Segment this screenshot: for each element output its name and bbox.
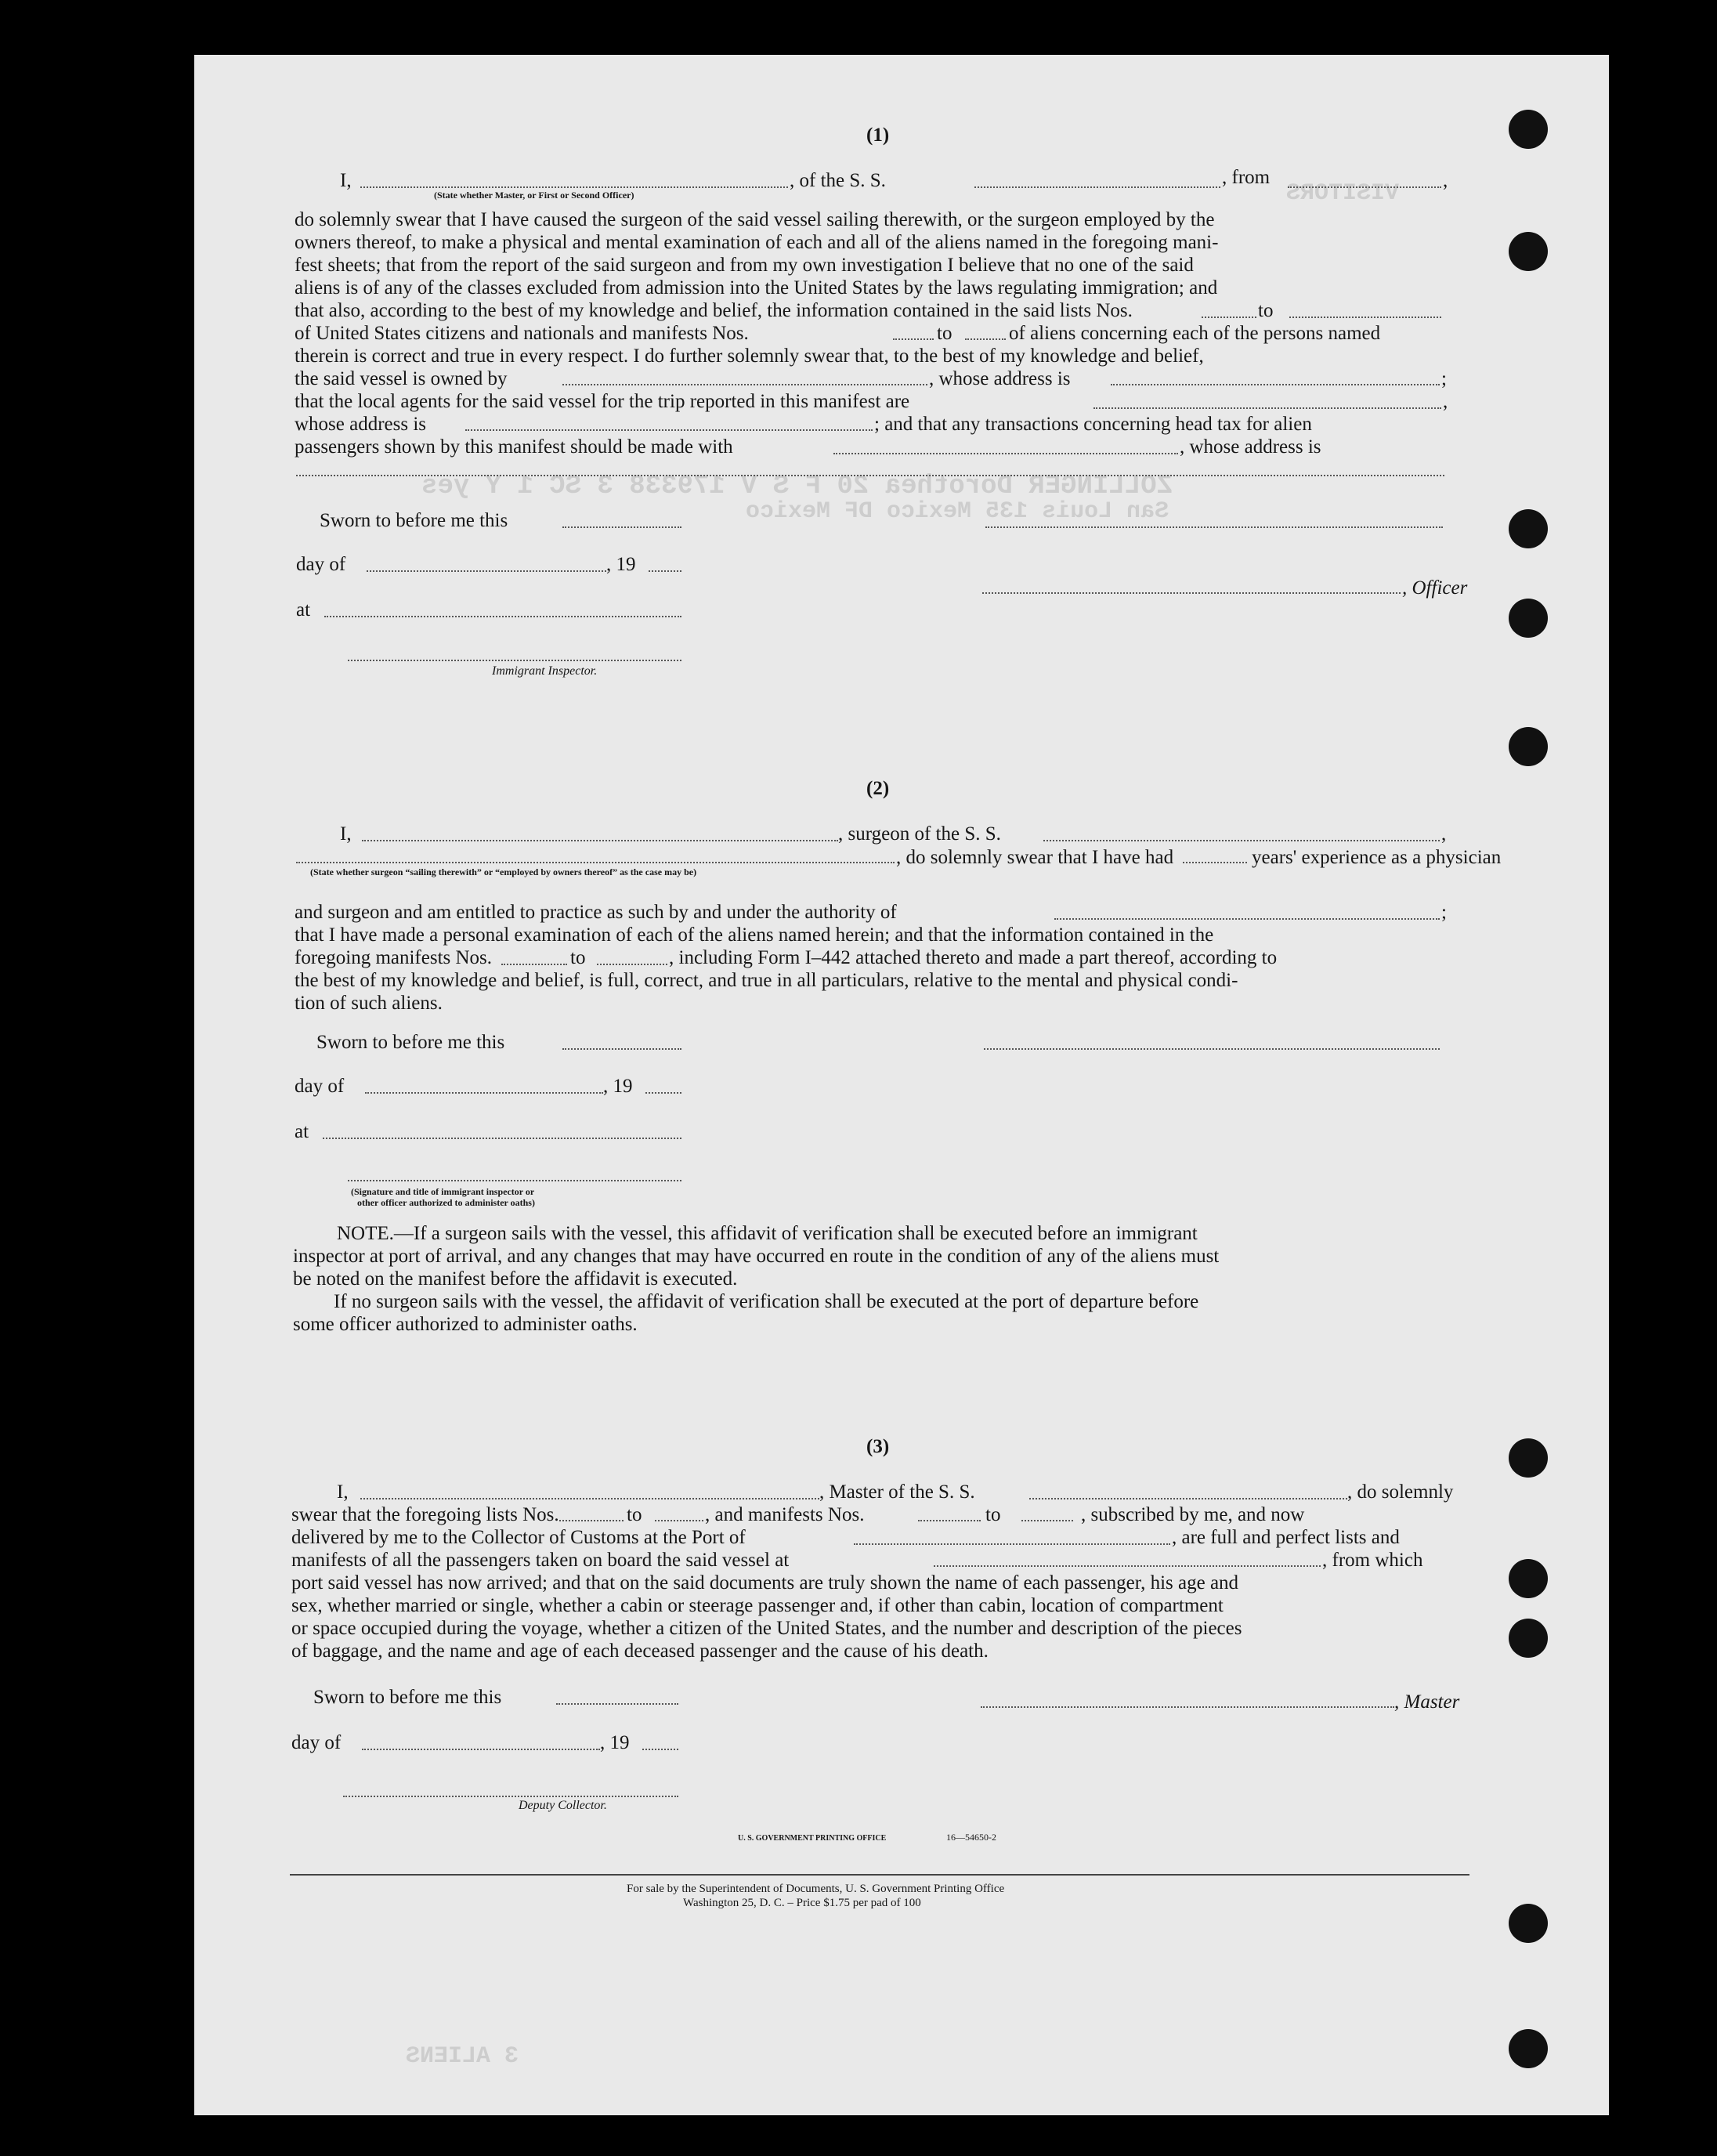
s2-i: I,	[340, 823, 352, 845]
s1-signature-blank	[985, 526, 1443, 528]
s2-comma: ,	[1441, 823, 1447, 845]
bleed-through-address: San Louis 135 Mexico DF Mexico	[746, 498, 1169, 525]
s1-p1-line: therein is correct and true in every respect. I do further solemnly swear that, to the best of my knowledge and belief,	[295, 345, 1204, 367]
s3-master-signature-blank	[981, 1706, 1394, 1708]
s1-rank-blank	[360, 186, 788, 188]
s2-at: at	[295, 1121, 309, 1142]
s1-year-blank	[649, 570, 681, 572]
bleed-through-record: ZOLLINGER Dorothea 20 F S V 179338 3 SC 1 Y yes	[421, 472, 1173, 501]
document-page	[194, 55, 1609, 2115]
s1-officer: , Officer	[1402, 577, 1468, 599]
s2-day-of: day of	[295, 1076, 345, 1097]
s1-p1-line: of United States citizens and nationals and manifests Nos.	[295, 323, 749, 344]
s1-immigrant-inspector: Immigrant Inspector.	[492, 664, 598, 678]
s1-p1-line: whose address is	[295, 414, 427, 435]
s1-p1-line: owners thereof, to make a physical and mental examination of each and all of the aliens named in the foregoing mani-	[295, 232, 1219, 253]
s1-aliens-concerning: of aliens concerning each of the persons named	[1009, 323, 1381, 344]
s2-signature-blank	[984, 1048, 1440, 1050]
s1-head-tax: ; and that any transactions concerning head tax for alien	[874, 414, 1312, 435]
s3-subscribed: , subscribed by me, and now	[1081, 1504, 1305, 1525]
s2-note-line: NOTE.—If a surgeon sails with the vessel, this affidavit of verification shall be executed before an immigrant	[337, 1223, 1198, 1244]
s1-semicolon: ;	[1441, 368, 1447, 389]
s3-from-which: , from which	[1322, 1550, 1423, 1571]
s2-signature-note: other officer authorized to administer oaths)	[357, 1197, 535, 1208]
s3-master-name-blank	[360, 1498, 819, 1499]
s2-note-line: If no surgeon sails with the vessel, the affidavit of verification shall be executed at the port of departure before	[334, 1291, 1199, 1312]
s2-authority-blank	[1054, 918, 1440, 920]
s2-solemnly-swear: , do solemnly swear that I have had	[896, 847, 1174, 868]
s1-manifest-from-blank	[893, 338, 934, 340]
s3-collector-port: delivered by me to the Collector of Customs at the Port of	[291, 1527, 746, 1548]
s1-day-of: day of	[296, 554, 346, 575]
punch-hole	[1509, 1559, 1548, 1598]
s2-surgeon-type-note: (State whether surgeon “sailing therewith” or “employed by owners thereof” as the case may be)	[310, 866, 697, 877]
s2-year: , 19	[603, 1076, 633, 1097]
s1-sworn-blank	[562, 526, 681, 528]
s3-manifest-to: to	[985, 1504, 1001, 1525]
section-2-number: (2)	[866, 778, 890, 799]
s2-ship-blank	[1043, 840, 1440, 841]
s1-from: , from	[1222, 167, 1271, 188]
s1-year: , 19	[606, 554, 636, 575]
s3-sworn-blank	[556, 1703, 678, 1705]
s3-master: , Master	[1394, 1691, 1460, 1713]
punch-hole	[1509, 2029, 1548, 2068]
s3-port-blank	[854, 1543, 1170, 1545]
s1-at-blank	[324, 616, 681, 617]
s1-owner-address-blank	[1111, 384, 1440, 385]
s3-body-line: of baggage, and the name and age of each deceased passenger and the cause of his death.	[291, 1641, 989, 1662]
s2-note-line: inspector at port of arrival, and any changes that may have occurred en route in the condition of any of the aliens must	[293, 1246, 1220, 1267]
s3-manifests-nos: , and manifests Nos.	[705, 1504, 865, 1525]
s2-inspector-blank	[348, 1180, 681, 1181]
s3-day-blank	[362, 1749, 600, 1750]
s1-head-tax-address-blank	[296, 475, 1444, 476]
s2-at-blank	[323, 1138, 681, 1139]
s1-p1-line: do solemnly swear that I have caused the surgeon of the said vessel sailing therewith, or the surgeon employed by the	[295, 209, 1215, 230]
s2-years-experience: years' experience as a physician	[1252, 847, 1502, 868]
sale-price: Washington 25, D. C. – Price $1.75 per pad of 100	[683, 1897, 921, 1909]
s3-ship-blank	[1029, 1498, 1347, 1499]
s3-do-solemnly: , do solemnly	[1347, 1481, 1454, 1503]
s3-body-line: or space occupied during the voyage, whether a citizen of the United States, and the number and description of the pieces	[291, 1618, 1242, 1639]
s3-body-line: sex, whether married or single, whether a cabin or steerage passenger and, if other than cabin, location of compartment	[291, 1595, 1224, 1616]
punch-hole	[1509, 509, 1548, 548]
footer-rule	[290, 1874, 1469, 1876]
section-1-number: (1)	[866, 125, 890, 146]
s1-lists-from-blank	[1202, 317, 1256, 318]
s3-manifest-from-blank	[918, 1520, 981, 1521]
s2-day-blank	[365, 1092, 603, 1094]
s2-surgeon-name-blank	[362, 840, 838, 841]
s3-taken-on-board: manifests of all the passengers taken on board the said vessel at	[291, 1550, 790, 1571]
s1-owner-blank	[562, 384, 927, 385]
punch-hole	[1509, 599, 1548, 638]
s2-body-line: tion of such aliens.	[295, 993, 443, 1014]
s1-comma: ,	[1443, 391, 1448, 412]
s1-p1-line: the said vessel is owned by	[295, 368, 508, 389]
s2-manifest-to: to	[570, 947, 586, 968]
s1-agents-address-blank	[465, 429, 873, 431]
s1-p1-line: that the local agents for the said vessel for the trip reported in this manifest are	[295, 391, 910, 412]
s2-note-line: some officer authorized to administer oaths.	[293, 1314, 638, 1335]
s3-manifest-to-blank	[1021, 1520, 1073, 1521]
s3-full-perfect: , are full and perfect lists and	[1172, 1527, 1400, 1548]
s2-manifests-nos: foregoing manifests Nos.	[295, 947, 493, 968]
s1-lists-to-blank	[1289, 317, 1441, 318]
s3-collector-blank	[343, 1796, 678, 1797]
s3-body-line: port said vessel has now arrived; and that on the said documents are truly shown the name of each passenger, his age and	[291, 1572, 1239, 1593]
s3-i: I,	[337, 1481, 349, 1503]
s2-authority: and surgeon and am entitled to practice as such by and under the authority of	[295, 902, 897, 923]
s1-p1-line: that also, according to the best of my knowledge and belief, the information contained in the said lists Nos.	[295, 300, 1133, 321]
s3-lists-nos: swear that the foregoing lists Nos.	[291, 1504, 559, 1525]
gpo-imprint: U. S. GOVERNMENT PRINTING OFFICE	[738, 1834, 887, 1843]
s2-surgeon-of: , surgeon of the S. S.	[838, 823, 1001, 845]
s1-manifest-to: to	[937, 323, 952, 344]
bleed-through-visitors: VISITORS	[1286, 180, 1400, 207]
s1-ship-blank	[974, 186, 1220, 188]
punch-hole	[1509, 232, 1548, 271]
s1-officer-blank	[982, 592, 1401, 594]
punch-hole	[1509, 1904, 1548, 1943]
s2-year-blank	[645, 1092, 681, 1094]
s1-comma: ,	[1443, 170, 1448, 191]
s1-inspector-blank	[348, 660, 681, 661]
bleed-through-aliens: 3 ALIENS	[406, 2043, 519, 2070]
s3-lists-from-blank	[559, 1520, 624, 1521]
s2-body-line: that I have made a personal examination of each of the aliens named herein; and that the information contained in the	[295, 924, 1214, 946]
s3-sworn: Sworn to before me this	[313, 1687, 502, 1708]
s1-at: at	[296, 599, 311, 620]
section-3-number: (3)	[866, 1436, 890, 1457]
s1-of-ss: , of the S. S.	[790, 170, 886, 191]
punch-hole	[1509, 727, 1548, 766]
s1-i: I,	[340, 170, 352, 191]
sale-notice: For sale by the Superintendent of Documents, U. S. Government Printing Office	[627, 1883, 1005, 1895]
s2-sworn: Sworn to before me this	[316, 1032, 505, 1053]
s3-departure-port-blank	[934, 1565, 1321, 1567]
s1-manifest-to-blank	[965, 338, 1006, 340]
s1-lists-to: to	[1258, 300, 1274, 321]
s2-signature-note: (Signature and title of immigrant inspector or	[351, 1186, 535, 1197]
s2-note-line: be noted on the manifest before the affidavit is executed.	[293, 1268, 738, 1290]
s1-agents-blank	[1093, 407, 1441, 409]
s3-day-of: day of	[291, 1732, 342, 1753]
s1-sworn: Sworn to before me this	[320, 510, 508, 531]
form-code: 16—54650-2	[946, 1832, 996, 1843]
s1-head-tax-blank	[833, 453, 1178, 454]
s3-lists-to: to	[627, 1504, 642, 1525]
s1-day-blank	[367, 570, 606, 572]
s3-deputy-collector: Deputy Collector.	[519, 1799, 607, 1812]
s2-manifest-from-blank	[501, 964, 567, 965]
s1-port-blank	[1288, 186, 1441, 188]
s1-p1-line: aliens is of any of the classes excluded from admission into the United States by the laws regulating immigration; and	[295, 277, 1218, 298]
s2-sworn-blank	[562, 1048, 681, 1050]
s2-surgeon-type-blank	[296, 862, 895, 863]
s1-owner-address: , whose address is	[929, 368, 1071, 389]
s2-manifest-to-blank	[597, 964, 667, 965]
s1-p1-line: fest sheets; that from the report of the said surgeon and from my own investigation I believe that no one of the said	[295, 255, 1194, 276]
s2-semicolon: ;	[1441, 902, 1447, 923]
s3-year: , 19	[600, 1732, 630, 1753]
punch-hole	[1509, 1438, 1548, 1478]
s3-lists-to-blank	[655, 1520, 703, 1521]
s3-year-blank	[642, 1749, 678, 1750]
s2-form-i442: , including Form I–442 attached thereto and made a part thereof, according to	[669, 947, 1278, 968]
s1-head-tax-address: , whose address is	[1180, 436, 1321, 458]
s1-p1-line: passengers shown by this manifest should be made with	[295, 436, 733, 458]
s2-body-line: the best of my knowledge and belief, is full, correct, and true in all particulars, relative to the mental and physical condi-	[295, 970, 1238, 991]
punch-hole	[1509, 110, 1548, 149]
s1-rank-note: (State whether Master, or First or Second Officer)	[434, 190, 634, 201]
punch-hole	[1509, 1619, 1548, 1658]
s3-master-of: , Master of the S. S.	[819, 1481, 975, 1503]
s2-years-blank	[1183, 862, 1247, 863]
